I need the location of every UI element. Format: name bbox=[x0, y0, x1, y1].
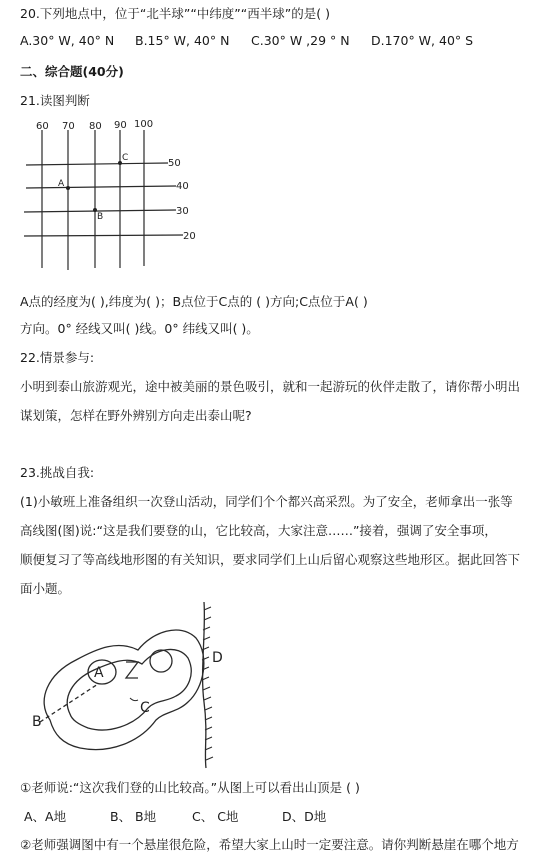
latitude-line bbox=[26, 163, 168, 165]
ridge-dashed-line bbox=[40, 684, 98, 722]
contour-outer bbox=[44, 630, 204, 750]
latitude-label: 20 bbox=[183, 231, 196, 242]
map-label-c: C bbox=[140, 700, 150, 716]
q23-sub1-option-c: C、 C地 bbox=[192, 809, 239, 824]
cliff-line bbox=[203, 602, 206, 768]
saddle-mark bbox=[126, 662, 138, 678]
q23-sub1-stem: ①老师说:“这次我们登的山比较高。”从图上可以看出山顶是 ( ) bbox=[20, 780, 360, 795]
point-c-label: C bbox=[122, 153, 129, 163]
point-a-dot bbox=[66, 186, 70, 190]
map-label-b: B bbox=[32, 714, 42, 730]
point-b-label: B bbox=[97, 212, 104, 222]
q23-sub1-option-d: D、D地 bbox=[282, 809, 327, 824]
q23-para-line: 高线图(图)说:“这是我们要登的山，它比较高，大家注意……”接着，强调了安全事项， bbox=[20, 523, 497, 538]
map-label-d: D bbox=[212, 650, 223, 666]
longitude-label: 60 bbox=[36, 121, 49, 132]
latitude-label: 40 bbox=[176, 181, 189, 192]
longitude-label: 90 bbox=[114, 120, 127, 131]
latitude-line bbox=[26, 186, 176, 188]
q22-line1: 小明到泰山旅游观光，途中被美丽的景色吸引，就和一起游玩的伙伴走散了，请你帮小明出 bbox=[20, 379, 521, 394]
longitude-label: 70 bbox=[62, 121, 75, 132]
contour-inner-right bbox=[150, 650, 172, 672]
q21-line1: A点的经度为( ),纬度为( )；B点位于C点的 ( )方向;C点位于A( ) bbox=[20, 294, 368, 309]
q23-contour-map bbox=[28, 602, 238, 772]
q20-option-c: C.30° W ,29 ° N bbox=[251, 33, 350, 48]
q20-stem: 20.下列地点中，位于“北半球”“中纬度”“西半球”的是( ) bbox=[20, 6, 330, 21]
section-title: 二、综合题(40分) bbox=[20, 64, 124, 79]
longitude-label: 80 bbox=[89, 121, 102, 132]
q20-option-b: B.15° W, 40° N bbox=[135, 33, 230, 48]
q20-option-d: D.170° W, 40° S bbox=[371, 33, 474, 48]
q21-grid-map bbox=[18, 118, 208, 276]
q23-title: 23.挑战自我: bbox=[20, 465, 95, 480]
latitude-line bbox=[24, 235, 183, 236]
q23-sub2-stem: ②老师强调图中有一个悬崖很危险，希望大家上山时一定要注意。请你判断悬崖在哪个地方 bbox=[20, 837, 519, 852]
q20-option-a: A.30° W, 40° N bbox=[20, 33, 115, 48]
q20-options bbox=[20, 33, 473, 48]
q23-para-line: 顺便复习了等高线地形图的有关知识，要求同学们上山后留心观察这些地形区。据此回答下 bbox=[20, 552, 521, 567]
q21-title: 21.读图判断 bbox=[20, 93, 90, 108]
q23-para-line: 面小题。 bbox=[20, 581, 71, 596]
q23-sub1-option-a: A、A地 bbox=[24, 809, 67, 824]
point-a-label: A bbox=[58, 179, 65, 189]
latitude-label: 50 bbox=[168, 158, 181, 169]
q22-line2: 谋划策，怎样在野外辨别方向走出泰山呢? bbox=[20, 408, 252, 423]
q23-sub1-option-b: B、 B地 bbox=[110, 809, 157, 824]
q21-line2: 方向。0° 经线又叫( )线。0° 纬线又叫( )。 bbox=[20, 321, 259, 336]
q22-title: 22.情景参与: bbox=[20, 350, 95, 365]
point-c-marker bbox=[130, 698, 138, 701]
longitude-label: 100 bbox=[134, 119, 154, 130]
latitude-label: 30 bbox=[176, 206, 189, 217]
map-label-a: A bbox=[94, 665, 104, 681]
q23-sub1-options bbox=[24, 807, 326, 825]
q23-para-line: (1)小敏班上准备组织一次登山活动，同学们个个都兴高采烈。为了安全，老师拿出一张等 bbox=[20, 494, 513, 509]
